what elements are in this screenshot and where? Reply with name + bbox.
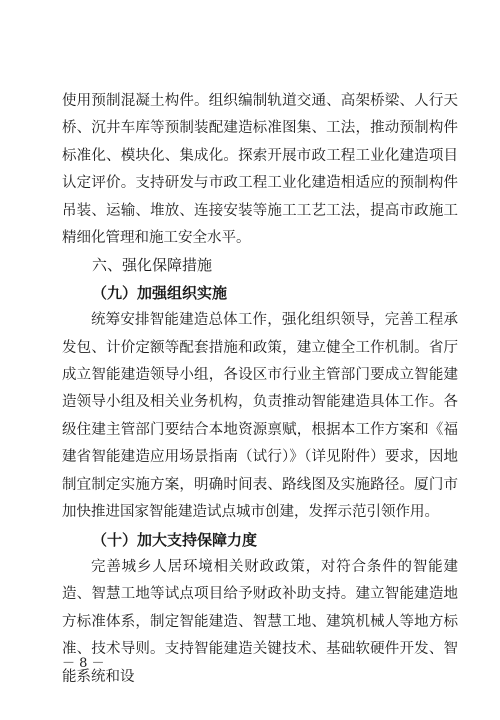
body-paragraph-continued: 使用预制混凝土构件。组织编制轨道交通、高架桥梁、人行天桥、沉井车库等预制装配建造标准图集、工法，推动预制构件标准化、模块化、集成化。探索开展市政工程工业化建造项目认定评价。支持研发与市政工程工业化建造相适应的预制构件吊装、运输、堆放、连接安装等施工工艺工法，提高市政施工精细化管理和施工安全水平。 xyxy=(62,93,458,247)
subsection-heading-9: （九）加强组织实施 xyxy=(92,283,228,302)
document-page xyxy=(62,88,458,691)
subsection-heading-10: （十）加大支持保障力度 xyxy=(92,530,258,549)
page-number: － 8 － xyxy=(62,656,105,671)
body-paragraph-10: 完善城乡人居环境相关财政政策，对符合条件的智能建造、智慧工地等试点项目给予财政补助支持。建立智能建造地方标准体系，制定智能建造、智慧工地、建筑机械人等地方标准、技术导则。支持智能建造关键技术、基础软硬件开发、智能系统和设 xyxy=(62,558,458,685)
section-heading: 六、强化保障措施 xyxy=(92,256,213,275)
body-paragraph-9: 统筹安排智能建造总体工作，强化组织领导，完善工程承发包、计价定额等配套措施和政策，建立健全工作机制。省厅成立智能建造领导小组，各设区市行业主管部门要成立智能建造领导小组及相关业务机构，负责推动智能建造具体工作。各级住建主管部门要结合本地资源禀赋，根据本工作方案和《福建省智能建造应用场景指南（试行）》（详见附件）要求，因地制宜制定实施方案，明确时间表、路线图及实施路径。厦门市加快推进国家智能建造试点城市创建，发挥示范引领作用。 xyxy=(62,312,458,521)
